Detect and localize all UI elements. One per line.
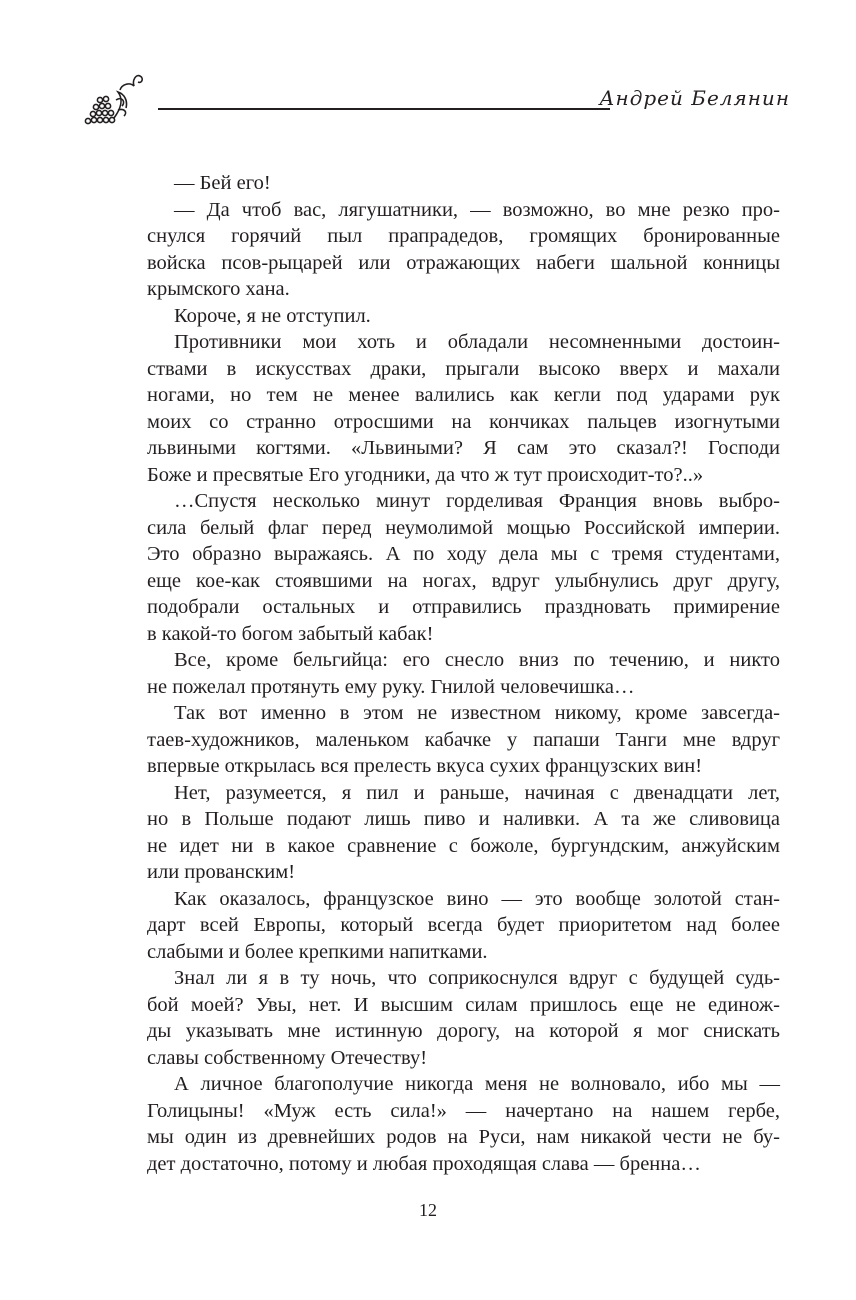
text-line: Противники мои хоть и обладали несомненными достоин-: [174, 331, 780, 353]
text-line: — Да чтоб вас, лягушатники, — возможно, во мне резко про-: [174, 198, 780, 221]
page-number: 12: [419, 1200, 437, 1220]
paragraph: [147, 780, 780, 886]
body-text: [147, 170, 780, 1177]
text-line: Голицыны! «Муж есть сила!» — начертано на нашем гербе,: [147, 1099, 780, 1122]
text-line: но в Польше подают лишь пиво и наливки. А та же сливовица: [147, 808, 780, 830]
paragraph: [147, 488, 780, 647]
paragraph: [147, 303, 780, 330]
text-line: Короче, я не отступил.: [174, 304, 371, 327]
text-line: мы один из древнейших родов на Руси, нам никакой чести не бу-: [147, 1126, 780, 1148]
text-line: Боже и пресвятые Его угодники, да что ж тут происходит-то?..»: [147, 463, 704, 486]
text-line: или прованским!: [147, 861, 296, 883]
text-line: славы собственному Отечеству!: [147, 1046, 428, 1069]
text-line: таев-художников, маленьком кабачке у папаши Танги мне вдруг: [147, 728, 780, 751]
paragraph: [147, 197, 780, 303]
text-line: снулся горячий пыл прапрадедов, громящих бронированные: [147, 225, 780, 247]
text-line: не пожелал протянуть ему руку. Гнилой человечишка…: [147, 675, 635, 698]
text-line: сила белый флаг перед неумолимой мощью Российской империи.: [147, 516, 780, 539]
text-line: дет достаточно, потому и любая проходящая слава — бренна…: [147, 1152, 701, 1175]
text-line: Так вот именно в этом не известном никому, кроме завсегда-: [174, 702, 780, 724]
text-line: моих со странно отросшими на кончиках пальцев изогнутыми: [147, 410, 780, 433]
paragraph: [147, 329, 780, 488]
text-line: еще кое-как стоявшими на ногах, вдруг улыбнулись друг другу,: [147, 569, 780, 592]
text-line: бой моей? Увы, нет. И высшим силам пришлось еще не единож-: [147, 993, 780, 1016]
text-line: ды указывать мне истинную дорогу, на которой я мог снискать: [147, 1020, 780, 1042]
text-line: Все, кроме бельгийца: его снесло вниз по течению, и никто: [174, 649, 780, 671]
text-line: ствами в искусствах драки, прыгали высоко вверх и махали: [147, 357, 780, 380]
text-line: войска псов-рыцарей или отражающих набеги шальной конницы: [147, 251, 780, 274]
text-line: Это образно выражаясь. А по ходу дела мы с тремя студентами,: [147, 543, 780, 565]
text-line: слабыми и более крепкими напитками.: [147, 940, 488, 963]
paragraph: [147, 965, 780, 1071]
text-line: Как оказалось, французское вино — это вообще золотой стан-: [174, 887, 780, 910]
text-line: …Спустя несколько минут горделивая Франция вновь выбро-: [174, 490, 780, 512]
text-line: — Бей его!: [174, 172, 271, 194]
text-line: А личное благополучие никогда меня не волновало, ибо мы —: [174, 1073, 780, 1095]
text-line: дарт всей Европы, который всегда будет приоритетом над более: [147, 914, 780, 936]
author-name: Андрей Белянин: [599, 86, 790, 110]
paragraph: [147, 170, 780, 197]
paragraph: [147, 1071, 780, 1177]
text-line: впервые открылась вся прелесть вкуса сухих французских вин!: [147, 755, 703, 777]
text-line: Нет, разумеется, я пил и раньше, начиная с двенадцати лет,: [174, 781, 780, 804]
text-line: подобрали остальных и отправились праздновать примирение: [147, 596, 780, 618]
text-line: в какой-то богом забытый кабак!: [147, 622, 434, 645]
text-line: львиными когтями. «Львиными? Я сам это сказал?! Господи: [147, 437, 780, 459]
text-line: не идет ни в какое сравнение с божоле, бургундским, анжуйским: [147, 834, 780, 857]
text-line: Знал ли я в ту ночь, что соприкоснулся вдруг с будущей судь-: [174, 967, 780, 989]
paragraph: [147, 700, 780, 780]
text-line: крымского хана.: [147, 278, 290, 300]
header-rule: [158, 108, 610, 110]
paragraph: [147, 647, 780, 700]
running-header: [80, 70, 790, 130]
text-line: ногами, но тем не менее валились как кегли под ударами рук: [147, 384, 780, 406]
paragraph: [147, 886, 780, 966]
grape-vine-ornament-icon: [80, 70, 170, 130]
